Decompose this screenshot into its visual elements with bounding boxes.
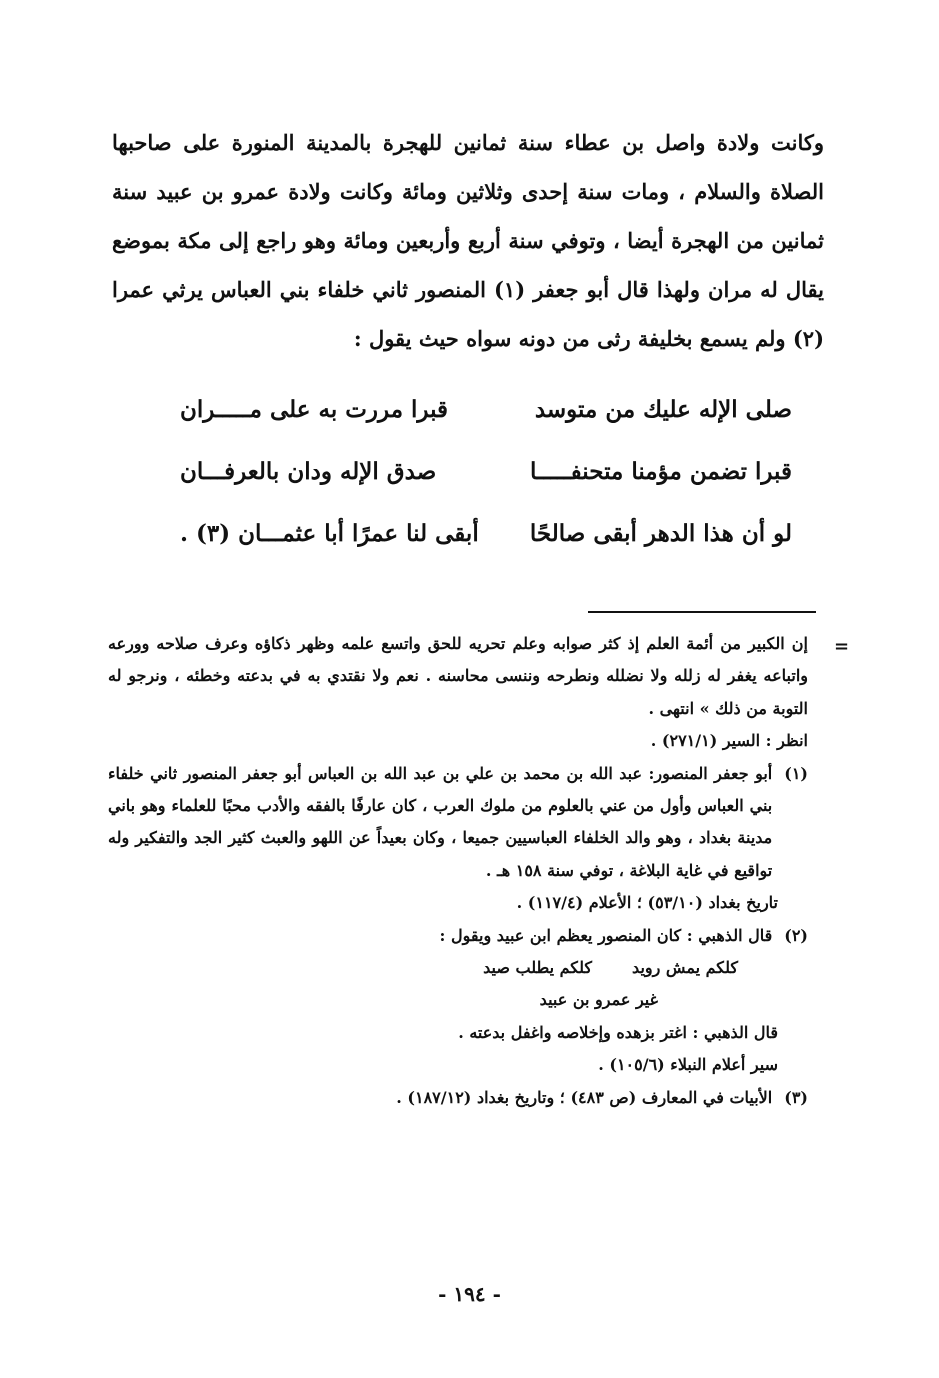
footnote-continuation-marker: = [834, 636, 850, 657]
poem-verse [180, 378, 792, 440]
footnote-text: الأبيات في المعارف (ص ٤٨٣) ؛ وتاريخ بغداد (١٨٧/١٢) . [396, 1087, 773, 1107]
poem-verse [180, 502, 792, 564]
verse-second-hemistich: قبرا مررت به على مـــــران [180, 395, 449, 423]
verse-second-hemistich: صدق الإله ودان بالعرفـــان [180, 457, 437, 485]
footnote-verse-part: كلكم يطلب صيد [483, 958, 593, 978]
footnote-continuation: إن الكبير من أئمة العلم إذ كثر صوابه وعلم تحريه للحق واتسع علمه وظهر ذكاؤه وعرف صلاحه وورعه واتباعه يغفر له زلله ولا نضلله ونطرحه وننسى محاسنه . نعم ولا نقتدي به في بدعته وخطئه ، ونرجو له التوبة من ذلك » انتهى . [108, 634, 808, 718]
footnote-number: (١) [784, 763, 808, 783]
verse-first-hemistich: قبرا تضمن مؤمنا متحنفـــــا [529, 457, 792, 485]
footnote-continuation-ref: انظر : السير (٢٧١/١) . [650, 731, 808, 751]
footnote-number: (٣) [784, 1087, 808, 1107]
footnote-verse [108, 952, 808, 984]
page-number: - ١٩٤ - [438, 1282, 501, 1306]
footnote-3 [108, 1082, 808, 1114]
footnote-verse-part: كلكم يمش رويد [632, 958, 738, 978]
main-paragraph: وكانت ولادة واصل بن عطاء سنة ثمانين للهجرة بالمدينة المنورة على صاحبها الصلاة والسلام ، ومات سنة إحدى وثلاثين ومائة وكانت ولادة عمرو بن عبيد سنة ثمانين من الهجرة أيضا ، وتوفي سنة أربع وأربعين ومائة وهو راجع إلى مكة بموضع يقال له مران ولهذا قال أبو جعفر (١) المنصور ثاني خلفاء بني العباس يرثي عمرا (٢) ولم يسمع بخليفة رثى من دونه سواه حيث يقول : [112, 130, 824, 351]
poem [180, 378, 792, 564]
footnote-ref: سير أعلام النبلاء (١٠٥/٦) . [598, 1055, 778, 1075]
verse-first-hemistich: صلى الإله عليك من متوسد [534, 395, 792, 423]
footnote-text: أبو جعفر المنصور: عبد الله بن محمد بن علي بن عبد الله بن العباس أبو جعفر المنصور ثاني خلفاء بني العباس وأول من عني بالعلوم من ملوك العرب ، كان عارفًا بالفقه والأدب محبًا للعلماء وهو باني مدينة بغداد ، وهو والد الخلفاء العباسيين جميعا ، وكان بعيداً عن اللهو والعبث كثير الجد والتفكير وله تواقيع في غاية البلاغة ، توفي سنة ١٥٨ هـ . [108, 763, 773, 880]
footnote-text: قال الذهبي : كان المنصور يعظم ابن عبيد ويقول : [439, 925, 773, 945]
main-text [112, 118, 824, 363]
footnote-1 [108, 758, 808, 888]
footnote-separator [588, 611, 816, 613]
poem-verse [180, 440, 792, 502]
footnotes [108, 628, 808, 1114]
footnote-ref: تاريخ بغداد (٥٣/١٠) ؛ الأعلام (١١٧/٤) . [516, 893, 778, 913]
footnote-comment: قال الذهبي : اغتر بزهده وإخلاصه واغفل بدعته . [458, 1022, 778, 1042]
verse-second-hemistich: أبقى لنا عمرًا أبا عثمـــان (٣) . [180, 519, 479, 547]
footnote-verse-line: غير عمرو بن عبيد [539, 990, 658, 1010]
verse-first-hemistich: لو أن هذا الدهر أبقى صالحًا [529, 519, 792, 547]
footnote-number: (٢) [784, 925, 808, 945]
footnote-2 [108, 920, 808, 952]
